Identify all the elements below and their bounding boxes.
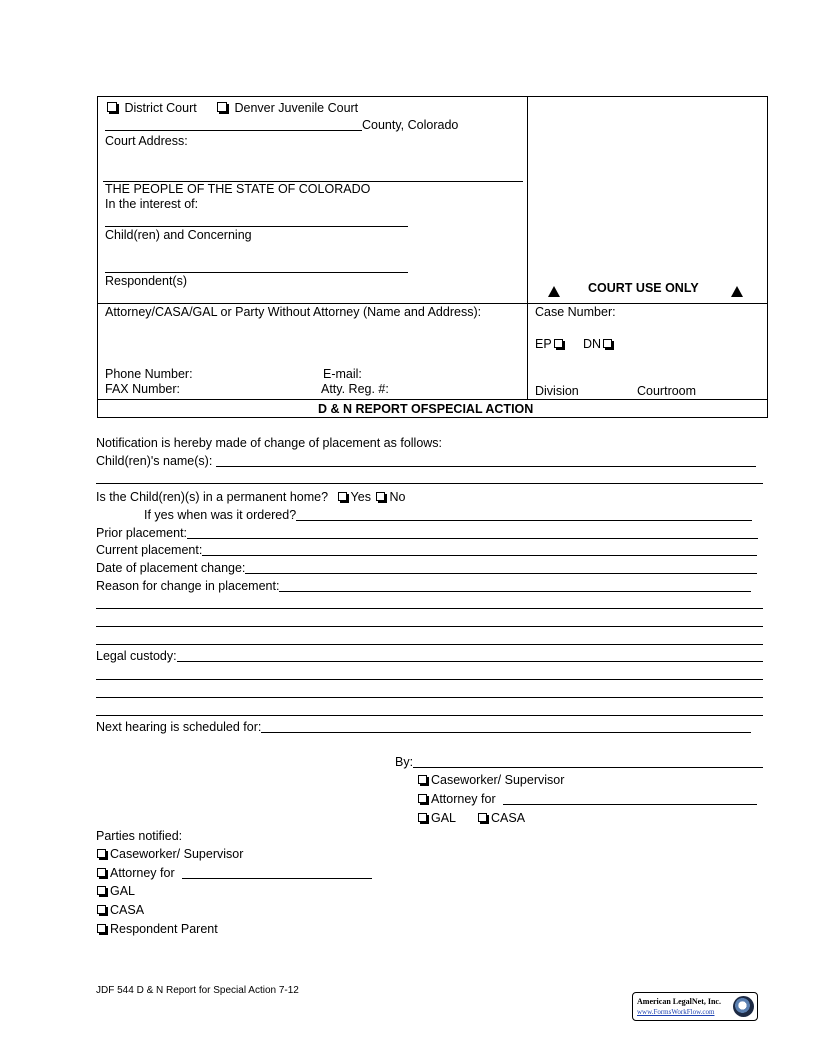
sig-caseworker-label: Caseworker/ Supervisor [431,773,565,787]
children-concerning-label: Child(ren) and Concerning [105,228,252,242]
legal-custody-field-3[interactable] [96,686,763,698]
yes-checkbox[interactable] [338,492,347,501]
parties-respondent-label: Respondent Parent [110,922,218,936]
legal-custody-line [96,649,763,663]
atty-reg-label: Atty. Reg. #: [321,382,389,396]
district-court-option[interactable] [107,101,197,115]
parties-gal-checkbox[interactable] [97,886,106,895]
county-line [105,118,458,132]
district-court-checkbox[interactable] [107,102,117,112]
parties-caseworker-label: Caseworker/ Supervisor [110,847,244,861]
sig-gal-label: GAL [431,811,457,825]
reason-label: Reason for change in placement: [96,579,280,593]
current-placement-field[interactable] [202,544,757,556]
permanent-home-label: Is the Child(ren)(s) in a permanent home? [96,490,329,504]
triangle-up-icon [731,286,743,297]
people-heading: THE PEOPLE OF THE STATE OF COLORADO [105,182,371,196]
dn-checkbox[interactable] [603,339,612,348]
ep-option[interactable] [535,337,567,351]
district-court-label: District Court [124,101,197,115]
sig-attorney-checkbox[interactable] [418,794,427,803]
logo-url-link[interactable]: www.FormsWorkFlow.com [637,1008,715,1016]
current-placement-label: Current placement: [96,543,203,557]
attorney-label: Attorney/CASA/GAL or Party Without Attorney (Name and Address): [105,305,482,319]
reason-field-4[interactable] [96,633,763,645]
legal-custody-field-4[interactable] [96,704,763,716]
no-label: No [389,490,406,504]
children-name-field[interactable] [105,215,408,227]
reason-field[interactable] [279,580,751,592]
phone-label: Phone Number: [105,367,193,381]
notification-text: Notification is hereby made of change of placement as follows: [96,436,443,450]
logo-company: American LegalNet, Inc. [637,997,721,1006]
childrens-names-label: Child(ren)'s name(s): [96,454,213,468]
parties-gal-label: GAL [110,884,136,898]
dn-label: DN [583,337,602,351]
legal-custody-field[interactable] [177,650,763,662]
respondents-label: Respondent(s) [105,274,187,288]
caption-divider-title [97,399,768,400]
sig-gal-option[interactable] [418,811,456,825]
form-id-footer: JDF 544 D & N Report for Special Action 7-12 [96,985,299,996]
parties-notified-title: Parties notified: [96,829,183,843]
next-hearing-field[interactable] [261,721,751,733]
county-field[interactable] [105,119,362,131]
denver-juvenile-court-label: Denver Juvenile Court [234,101,359,115]
prior-placement-label: Prior placement: [96,526,188,540]
american-legalnet-logo[interactable] [632,992,758,1021]
yes-label: Yes [350,490,371,504]
parties-casa-checkbox[interactable] [97,905,106,914]
date-change-field[interactable] [245,562,757,574]
denver-juvenile-court-checkbox[interactable] [217,102,227,112]
by-label: By: [395,755,414,769]
court-use-only-label: COURT USE ONLY [588,281,699,295]
county-label: County, Colorado [362,118,459,132]
parties-attorney-checkbox[interactable] [97,868,106,877]
date-change-label: Date of placement change: [96,561,246,575]
childrens-names-field[interactable] [216,455,756,467]
if-yes-line [144,508,752,522]
email-label: E-mail: [323,367,362,381]
reason-field-3[interactable] [96,615,763,627]
sig-caseworker-checkbox[interactable] [418,775,427,784]
ep-label: EP [535,337,552,351]
prior-placement-line [96,526,758,540]
parties-gal-option[interactable] [97,884,135,898]
parties-attorney-field[interactable] [182,867,372,879]
next-hearing-label: Next hearing is scheduled for: [96,720,262,734]
interest-of-label: In the interest of: [105,197,199,211]
sig-attorney-field[interactable] [503,793,757,805]
caption-box [97,96,768,418]
next-hearing-line [96,720,751,734]
if-yes-label: If yes when was it ordered? [144,508,297,522]
prior-placement-field[interactable] [187,527,758,539]
respondents-field[interactable] [105,261,408,273]
ep-checkbox[interactable] [554,339,563,348]
parties-caseworker-checkbox[interactable] [97,849,106,858]
sig-attorney-option[interactable] [418,792,757,806]
date-change-line [96,561,757,575]
globe-seal-icon [733,996,754,1017]
parties-casa-label: CASA [110,903,145,917]
parties-attorney-option[interactable] [97,866,372,880]
childrens-names-field-2[interactable] [96,472,763,484]
sig-attorney-label: Attorney for [431,792,496,806]
if-yes-field[interactable] [296,509,752,521]
parties-casa-option[interactable] [97,903,144,917]
by-line [395,755,763,769]
case-number-label: Case Number: [535,305,616,319]
parties-caseworker-option[interactable] [97,847,243,861]
caption-divider-vertical [527,96,528,400]
sig-gal-checkbox[interactable] [418,813,427,822]
legal-custody-label: Legal custody: [96,649,177,663]
division-label: Division [535,384,579,398]
sig-casa-label: CASA [491,811,526,825]
courtroom-label: Courtroom [637,384,697,398]
by-signature-field[interactable] [413,756,763,768]
dn-option[interactable] [583,337,616,351]
denver-juvenile-court-option[interactable] [217,101,358,115]
current-placement-line [96,543,757,557]
childrens-names-line [96,454,756,468]
permanent-home-line [96,490,405,504]
caption-divider-row [97,303,768,304]
parties-respondent-option[interactable] [97,922,218,936]
reason-field-2[interactable] [96,597,763,609]
sig-casa-checkbox[interactable] [478,813,487,822]
court-address-label: Court Address: [105,134,188,148]
sig-casa-option[interactable] [478,811,525,825]
reason-line [96,579,751,593]
legal-custody-field-2[interactable] [96,668,763,680]
no-checkbox[interactable] [376,492,385,501]
parties-attorney-label: Attorney for [110,866,175,880]
fax-label: FAX Number: [105,382,181,396]
triangle-up-icon [548,286,560,297]
sig-caseworker-option[interactable] [418,773,564,787]
parties-respondent-checkbox[interactable] [97,924,106,933]
form-title: D & N REPORT OFSPECIAL ACTION [318,402,534,416]
